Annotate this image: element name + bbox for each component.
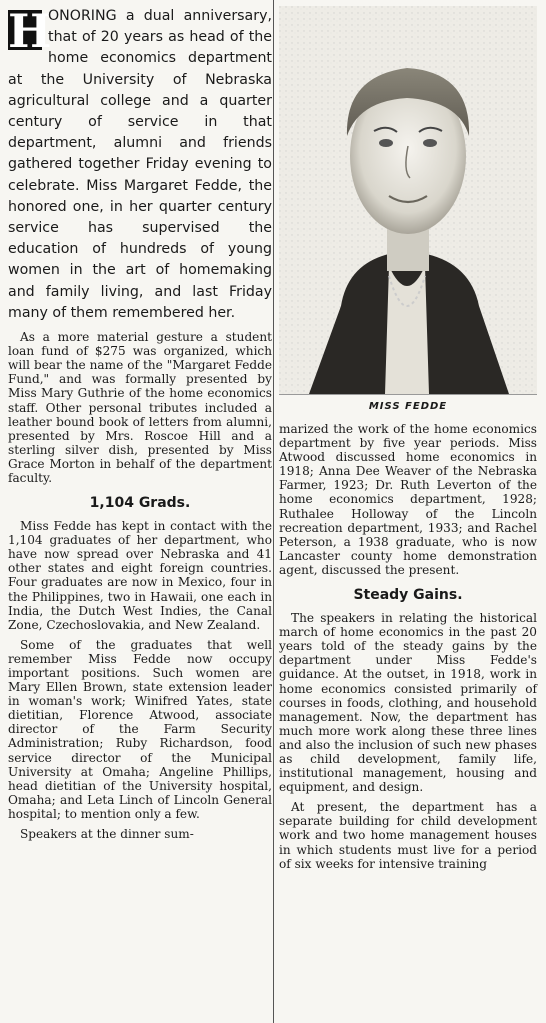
paragraph-positions: Some of the graduates that well remember Miss Fedde now occupy important positions. Such women are Mary Ellen Brown, state extension leader in woman's work; Winifred Yates, state dietitian, Florence Atwood, associate director of the Farm Security Administration; Ruby Richardson, food service director of the Municipal University at Omaha; Angeline Phillips, head dietitian of the University hospital, Omaha; and Leta Linch of Lincoln General hospital; to mention only a few. (8, 637, 272, 821)
lead-paragraph (8, 6, 272, 324)
left-column (8, 0, 272, 841)
paragraph-loan-fund: As a more material gesture a student loan fund of $275 was organized, which will bear the name of the "Margaret Fedde Fund," and was formally presented by Miss Mary Guthrie of the home economics staff. Other personal tributes included a leather bound book of letters from alumni, presented by Mrs. Roscoe Hill and a sterling silver dish, presented by Miss Grace Morton in behalf of the department faculty. (8, 330, 272, 485)
subhead-grads: 1,104 Grads. (89, 495, 191, 512)
lead-text: ONORING a dual anniversary, that of 20 years as head of the home economics department at the University of Nebraska agricultural college and a quarter century of service in that department, alumni and friends gathered together Friday evening to celebrate. Miss Margaret Fedde, the honored one, in her quarter century service has supervised the education of hundreds of young women in the art of homemaking and family living, and last Friday many of them remembered her. (8, 8, 272, 321)
portrait-illustration (279, 6, 537, 394)
paragraph-present: At present, the department has a separate building for child development work and two home management houses in which students must live for a period of six weeks for intensive training (279, 800, 537, 871)
paragraph-gains: The speakers in relating the historical march of home economics in the past 20 years told of the steady gains by the department under Miss Fedde's guidance. At the outset, in 1918, work in home economics consisted primarily of courses in foods, clothing, and household management. Now, the department has much more work along these three lines and also the inclusion of such new phases as child development, family life, institutional management, housing and equipment, and design. (279, 611, 537, 795)
paragraph-graduates: Miss Fedde has kept in contact with the 1,104 graduates of her department, who have now spread over Nebraska and 41 other states and eight foreign countries. Four graduates are now in Mexico, four in the Philippines, two in Hawaii, one each in India, the Dutch West Indies, the Canal Zone, Czechoslovakia, and New Zealand. (8, 519, 272, 632)
right-column (279, 0, 537, 871)
drop-cap: H (8, 4, 52, 58)
paragraph-periods: marized the work of the home economics department by five year periods. Miss Atwood discussed home economics in 1918; Anna Dee Weaver of the Nebraska Farmer, 1923; Dr. Ruth Leverton of the home economics department, 1928; Ruthalee Holloway of the Lincoln recreation department, 1933; and Rachel Peterson, a 1938 graduate, who is now Lancaster county home demonstration agent, discussed the present. (279, 422, 537, 577)
portrait-photo (279, 6, 537, 395)
column-rule (273, 0, 274, 1023)
photo-caption: MISS FEDDE (368, 401, 448, 412)
paragraph-speakers: Speakers at the dinner sum- (20, 827, 194, 842)
subhead-steady-gains: Steady Gains. (353, 587, 463, 604)
